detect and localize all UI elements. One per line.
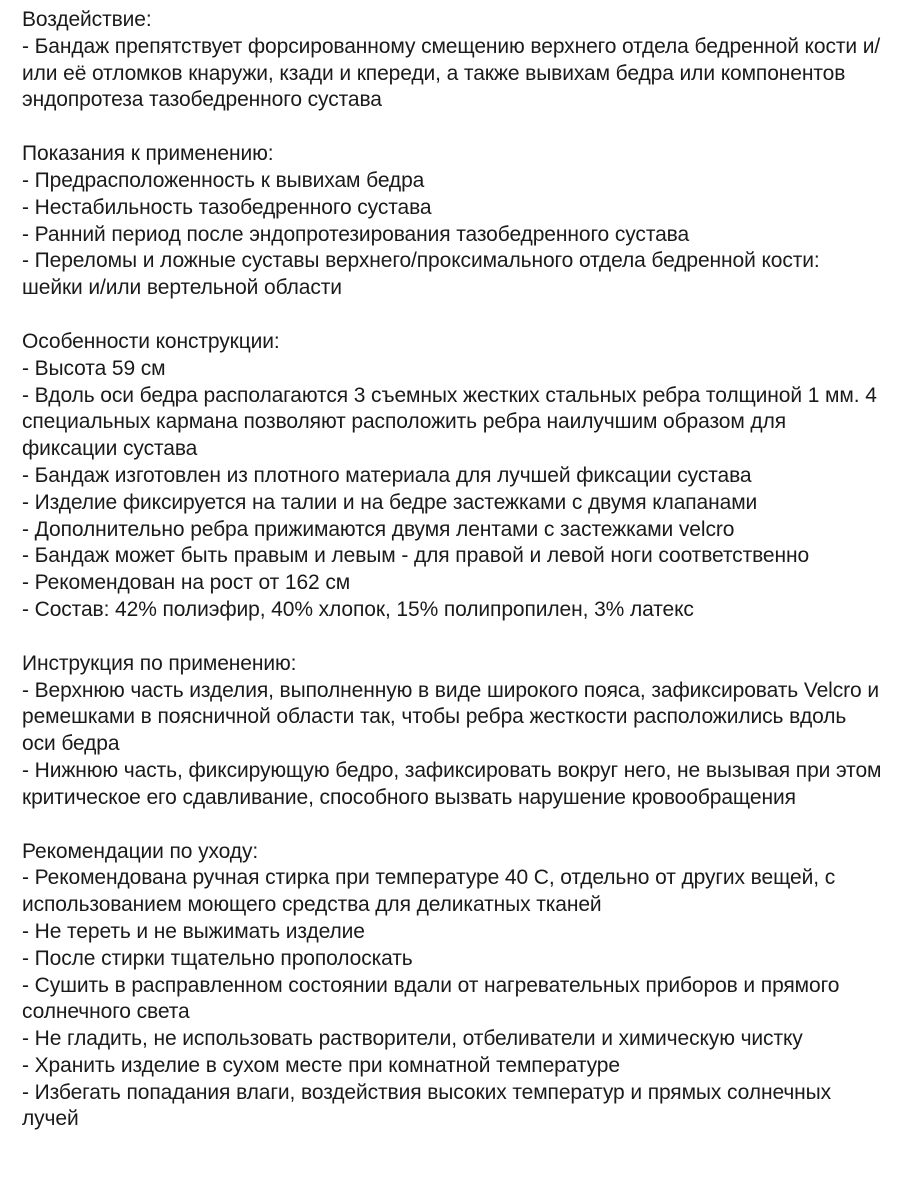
list-item: - Ранний период после эндопротезирования тазобедренного сустава — [22, 222, 690, 246]
document-section — [22, 329, 882, 624]
document-section — [22, 651, 882, 812]
list-item: - Не тереть и не выжимать изделие — [22, 919, 365, 943]
list-item: - Бандаж может быть правым и левым - для правой и левой ноги соответственно — [22, 544, 810, 568]
product-description-document — [22, 7, 882, 1160]
list-item: - Бандаж препятствует форсированному смещению верхнего отдела бедренной кости и/или её отломков кнаружи, кзади и кпереди, а также вывихам бедра или компонентов эндопротеза тазобедренного сустава — [22, 34, 881, 112]
list-item: - Хранить изделие в сухом месте при комнатной температуре — [22, 1053, 620, 1077]
section-title: Инструкция по применению: — [22, 651, 297, 675]
document-section — [22, 7, 882, 114]
section-title: Рекомендации по уходу: — [22, 839, 259, 863]
list-item: - Рекомендована ручная стирка при температуре 40 С, отдельно от других вещей, с использованием моющего средства для деликатных тканей — [22, 866, 836, 917]
list-item: - Дополнительно ребра прижимаются двумя лентами с застежками velcro — [22, 517, 735, 541]
document-section — [22, 141, 882, 302]
list-item: - Избегать попадания влаги, воздействия высоких температур и прямых солнечных лучей — [22, 1080, 832, 1131]
list-item: - Изделие фиксируется на талии и на бедре застежками с двумя клапанами — [22, 490, 758, 514]
list-item: - После стирки тщательно прополоскать — [22, 946, 413, 970]
section-title: Воздействие: — [22, 8, 152, 31]
list-item: - Высота 59 см — [22, 356, 166, 380]
list-item: - Нижнюю часть, фиксирующую бедро, зафиксировать вокруг него, не вызывая при этом критическое его сдавливание, способного вызвать нарушение кровообращения — [22, 758, 882, 809]
list-item: - Рекомендован на рост от 162 см — [22, 571, 351, 595]
document-section — [22, 839, 882, 1134]
list-item: - Переломы и ложные суставы верхнего/проксимального отдела бедренной кости: шейки и/или вертельной области — [22, 249, 820, 300]
list-item: - Бандаж изготовлен из плотного материала для лучшей фиксации сустава — [22, 463, 752, 487]
list-item: - Сушить в расправленном состоянии вдали от нагревательных приборов и прямого солнечного света — [22, 973, 840, 1024]
list-item: - Предрасположенность к вывихам бедра — [22, 168, 425, 192]
section-title: Особенности конструкции: — [22, 329, 280, 353]
list-item: - Не гладить, не использовать растворители, отбеливатели и химическую чистку — [22, 1027, 803, 1051]
list-item: - Вдоль оси бедра располагаются 3 съемных жестких стальных ребра толщиной 1 мм. 4 специальных кармана позволяют расположить ребра наилучшим образом для фиксации сустава — [22, 383, 877, 461]
list-item: - Состав: 42% полиэфир, 40% хлопок, 15% полипропилен, 3% латекс — [22, 597, 694, 621]
list-item: - Верхнюю часть изделия, выполненную в виде широкого пояса, зафиксировать Velcro и ремешками в поясничной области так, чтобы ребра жесткости расположились вдоль оси бедра — [22, 678, 879, 756]
list-item: - Нестабильность тазобедренного сустава — [22, 195, 432, 219]
section-title: Показания к применению: — [22, 142, 274, 166]
